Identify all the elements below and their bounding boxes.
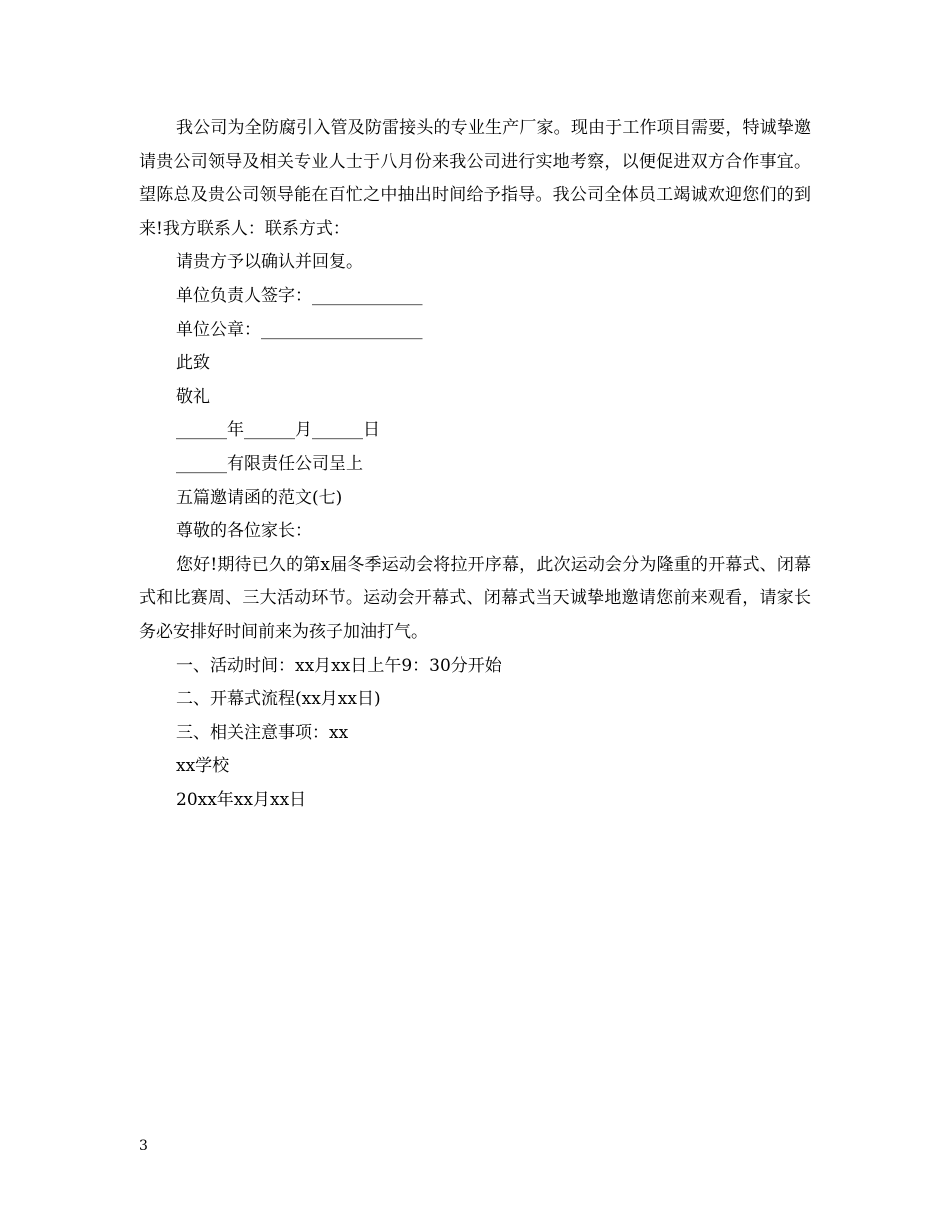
closing-line-1: 此致 xyxy=(176,353,210,374)
invitation-paragraph-school: 您好!期待已久的第x届冬季运动会将拉开序幕，此次运动会分为隆重的开幕式、闭幕式和比赛周、三大活动环节。运动会开幕式、闭幕式当天诚挚地邀请您前来观看，请家长务必安排好时间前来为孩子加油打气。 xyxy=(139,554,811,642)
school-name-line: xx学校 xyxy=(176,756,230,777)
salutation-line: 尊敬的各位家长： xyxy=(176,521,312,542)
page-number: 3 xyxy=(139,1138,148,1154)
invitation-paragraph-company: 我公司为全防腐引入管及防雷接头的专业生产厂家。现由于工作项目需要，特诚挚邀请贵公司领导及相关专业人士于八月份来我公司进行实地考察，以便促进双方合作事宜。望陈总及贵公司领导能在百忙之中抽出时间给予指导。我公司全体员工竭诚欢迎您们的到来!我方联系人：联系方式： xyxy=(139,118,811,239)
section-heading: 五篇邀请函的范文(七) xyxy=(176,487,343,508)
closing-line-2: 敬礼 xyxy=(176,386,210,407)
opening-ceremony-line: 二、开幕式流程(xx月xx日) xyxy=(176,689,381,710)
seal-line: 单位公章：___________________ xyxy=(176,319,423,340)
notes-line: 三、相关注意事项：xx xyxy=(176,722,349,743)
signature-line: 单位负责人签字：_____________ xyxy=(176,285,423,306)
activity-time-line: 一、活动时间：xx月xx日上午9：30分开始 xyxy=(176,655,502,676)
document-body xyxy=(139,112,811,817)
school-date-line: 20xx年xx月xx日 xyxy=(176,789,307,810)
date-line: ______年______月______日 xyxy=(176,420,380,441)
confirm-reply-line: 请贵方予以确认并回复。 xyxy=(176,252,363,273)
company-sender-line: ______有限责任公司呈上 xyxy=(176,453,363,474)
